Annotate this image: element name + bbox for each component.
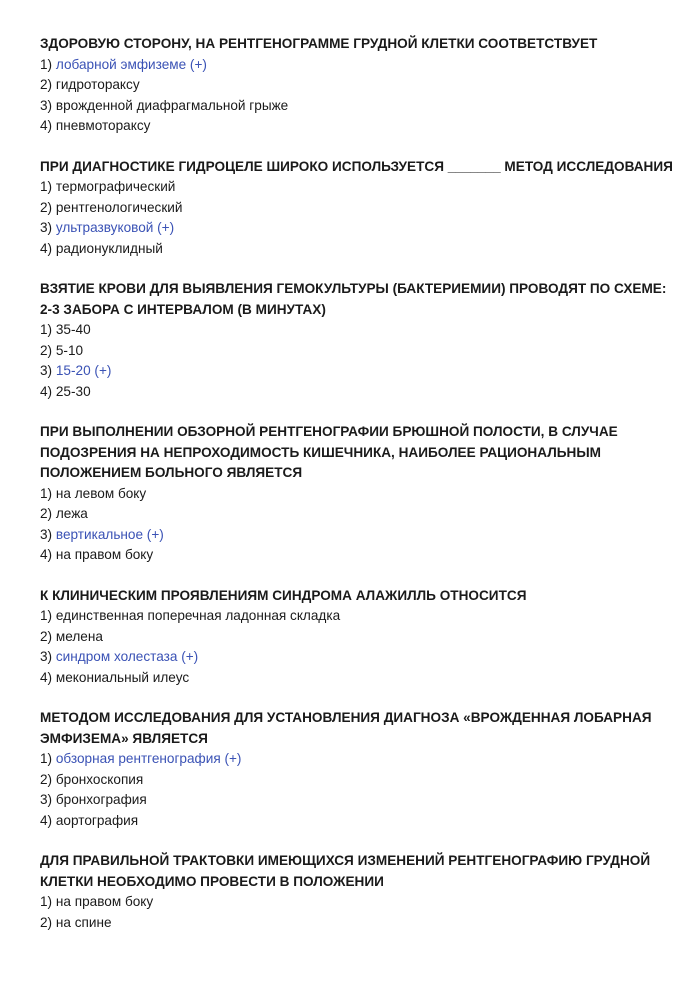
- question-title: МЕТОДОМ ИССЛЕДОВАНИЯ ДЛЯ УСТАНОВЛЕНИЯ ДИАГНОЗА «ВРОЖДЕННАЯ ЛОБАРНАЯ ЭМФИЗЕМА» ЯВЛЯЕТСЯ: [40, 710, 652, 746]
- answer-text: лобарной эмфиземе (+): [55, 56, 207, 72]
- question-block: [40, 851, 680, 933]
- document-page: [40, 34, 680, 953]
- answer-number: 2): [40, 771, 56, 787]
- answer-text: вертикальное (+): [55, 526, 164, 542]
- question-title: ПРИ ВЫПОЛНЕНИИ ОБЗОРНОЙ РЕНТГЕНОГРАФИИ БРЮШНОЙ ПОЛОСТИ, В СЛУЧАЕ ПОДОЗРЕНИЯ НА НЕПРОХОДИМОСТЬ КИШЕЧНИКА, НАИБОЛЕЕ РАЦИОНАЛЬНЫМ ПОЛОЖЕНИЕМ БОЛЬНОГО ЯВЛЯЕТСЯ: [40, 424, 618, 480]
- answer-option: [40, 504, 680, 525]
- answer-option: [40, 484, 680, 505]
- answer-number: 4): [40, 547, 56, 562]
- answer-option: [40, 668, 680, 689]
- answer-text: гидротораксу: [55, 77, 140, 92]
- answer-number: 1): [40, 894, 56, 909]
- answer-text: на спине: [55, 914, 112, 930]
- answer-text: 35-40: [55, 322, 91, 337]
- answer-number: 4): [40, 383, 56, 399]
- answer-text: на правом боку: [55, 894, 154, 909]
- answer-number: 4): [40, 118, 56, 133]
- answer-number: 3): [40, 363, 56, 378]
- answer-option: [40, 116, 680, 137]
- answer-text: лежа: [55, 506, 88, 521]
- answer-number: 1): [40, 322, 56, 337]
- question-block: [40, 708, 680, 831]
- answer-option-correct: [40, 361, 680, 382]
- answer-number: 2): [40, 342, 56, 358]
- answer-option: [40, 913, 680, 934]
- answer-number: 1): [40, 751, 56, 766]
- question-title: ВЗЯТИЕ КРОВИ ДЛЯ ВЫЯВЛЕНИЯ ГЕМОКУЛЬТУРЫ (БАКТЕРИЕМИИ) ПРОВОДЯТ ПО СХЕМЕ: 2-3 ЗАБОРА С ИНТЕРВАЛОМ (В МИНУТАХ): [40, 281, 667, 317]
- answer-text: бронхоскопия: [55, 771, 144, 787]
- answer-number: 1): [40, 485, 56, 501]
- answer-number: 1): [40, 179, 56, 194]
- answer-text: 15-20 (+): [55, 363, 112, 378]
- answer-number: 2): [40, 77, 56, 92]
- answer-number: 4): [40, 812, 56, 828]
- answer-option: [40, 770, 680, 791]
- answer-number: 2): [40, 628, 56, 644]
- answer-text: обзорная рентгенография (+): [55, 751, 242, 766]
- answer-text: 25-30: [55, 383, 91, 399]
- answer-option: [40, 198, 680, 219]
- answer-option: [40, 239, 680, 260]
- answer-number: 1): [40, 608, 56, 623]
- question-block: [40, 586, 680, 689]
- question-title: ЗДОРОВУЮ СТОРОНУ, НА РЕНТГЕНОГРАММЕ ГРУДНОЙ КЛЕТКИ СООТВЕТСТВУЕТ: [40, 36, 598, 51]
- answer-number: 3): [40, 97, 56, 113]
- answer-text: термографический: [55, 179, 176, 194]
- answer-number: 3): [40, 792, 56, 807]
- answer-text: единственная поперечная ладонная складка: [55, 608, 341, 623]
- answer-number: 2): [40, 199, 56, 215]
- answer-option: [40, 320, 680, 341]
- answer-number: 2): [40, 506, 56, 521]
- answer-number: 4): [40, 669, 56, 685]
- answer-text: 5-10: [55, 342, 84, 358]
- answer-number: 3): [40, 526, 56, 542]
- answer-text: бронхография: [55, 792, 147, 807]
- question-title: К КЛИНИЧЕСКИМ ПРОЯВЛЕНИЯМ СИНДРОМА АЛАЖИЛЛЬ ОТНОСИТСЯ: [40, 587, 527, 603]
- answer-option-correct: [40, 749, 680, 770]
- answer-option: [40, 790, 680, 811]
- answer-text: радионуклидный: [55, 240, 163, 256]
- answer-text: синдром холестаза (+): [55, 649, 199, 664]
- answer-option: [40, 606, 680, 627]
- answer-number: 1): [40, 56, 56, 72]
- answer-text: на левом боку: [55, 485, 147, 501]
- answer-option: [40, 545, 680, 566]
- answer-text: на правом боку: [55, 547, 154, 562]
- answer-number: 3): [40, 649, 56, 664]
- question-block: [40, 34, 680, 137]
- answer-option: [40, 75, 680, 96]
- answer-option-correct: [40, 55, 680, 76]
- answer-option-correct: [40, 218, 680, 239]
- answer-option: [40, 627, 680, 648]
- answer-number: 2): [40, 914, 56, 930]
- answer-option: [40, 177, 680, 198]
- question-block: [40, 279, 680, 402]
- answer-text: мекониальный илеус: [55, 669, 190, 685]
- answer-text: рентгенологический: [55, 199, 183, 215]
- answer-option-correct: [40, 525, 680, 546]
- answer-text: ультразвуковой (+): [55, 220, 175, 235]
- answer-option: [40, 341, 680, 362]
- answer-option: [40, 382, 680, 403]
- answer-option: [40, 811, 680, 832]
- answer-number: 4): [40, 240, 56, 256]
- answer-text: врожденной диафрагмальной грыже: [55, 97, 289, 113]
- answer-text: мелена: [55, 628, 103, 644]
- answer-number: 3): [40, 220, 56, 235]
- question-title: ДЛЯ ПРАВИЛЬНОЙ ТРАКТОВКИ ИМЕЮЩИХСЯ ИЗМЕНЕНИЙ РЕНТГЕНОГРАФИЮ ГРУДНОЙ КЛЕТКИ НЕОБХОДИМО ПРОВЕСТИ В ПОЛОЖЕНИИ: [40, 853, 651, 889]
- answer-option: [40, 892, 680, 913]
- answer-option: [40, 96, 680, 117]
- question-block: [40, 422, 680, 566]
- answer-text: пневмотораксу: [55, 118, 151, 133]
- question-block: [40, 157, 680, 260]
- answer-text: аортография: [55, 812, 139, 828]
- answer-option-correct: [40, 647, 680, 668]
- question-title: ПРИ ДИАГНОСТИКЕ ГИДРОЦЕЛЕ ШИРОКО ИСПОЛЬЗУЕТСЯ _______ МЕТОД ИССЛЕДОВАНИЯ: [40, 158, 673, 174]
